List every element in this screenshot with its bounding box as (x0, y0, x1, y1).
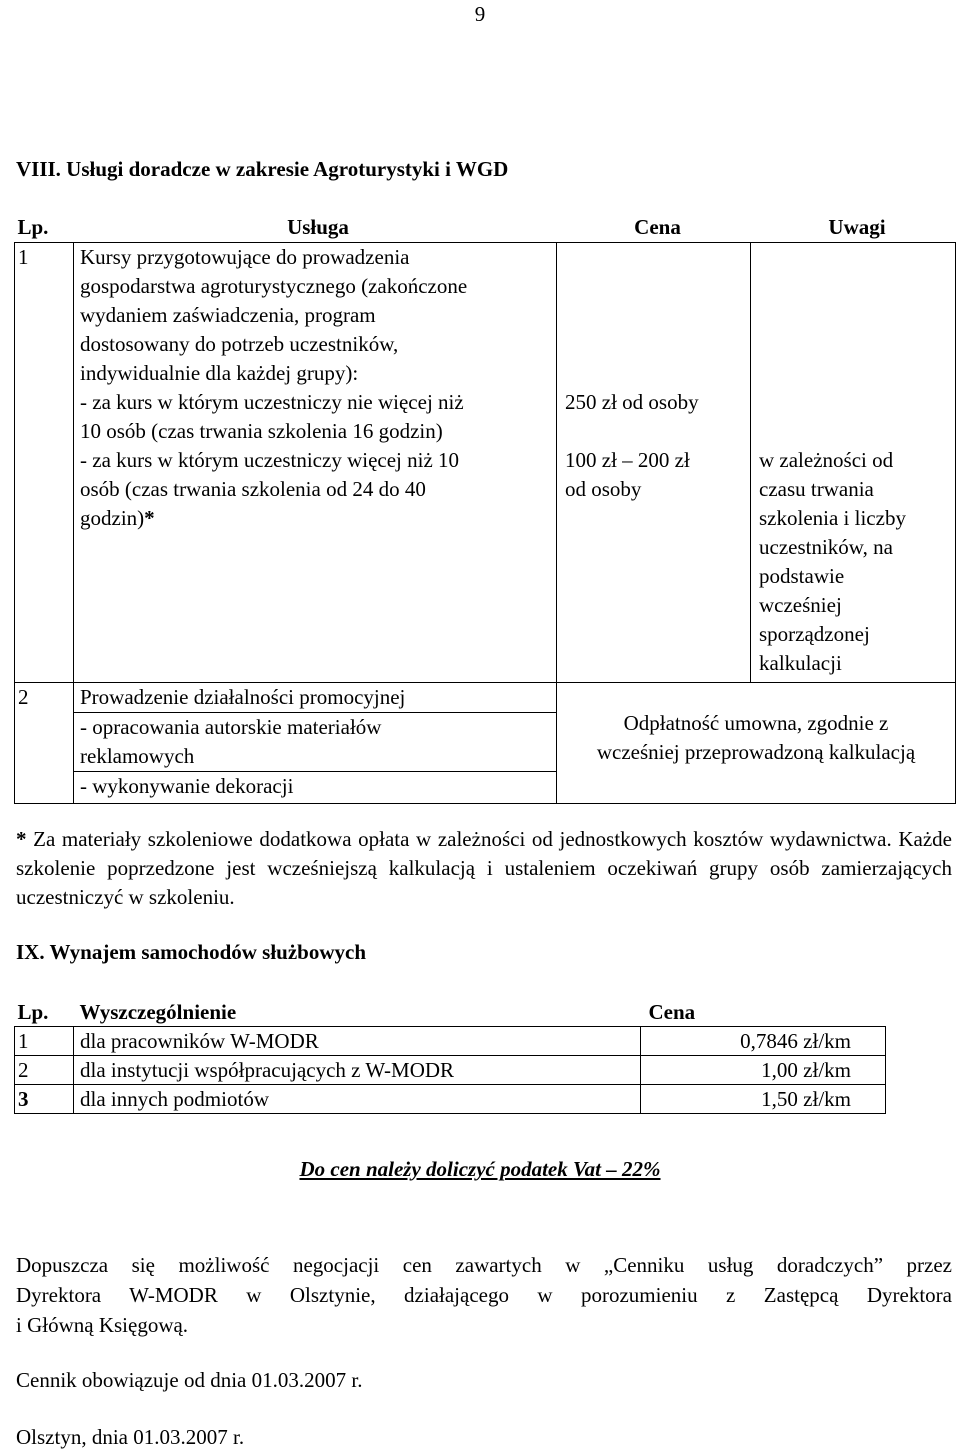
row-price: 1,00 zł/km (641, 1056, 886, 1085)
row-lp: 3 (15, 1085, 74, 1114)
row-1-notes (751, 243, 956, 683)
services-table-header (15, 213, 956, 243)
car-rental-table (14, 998, 886, 1114)
row-2-item-a-line: - opracowania autorskie materiałów (80, 715, 382, 739)
vat-note (0, 1155, 960, 1184)
row-1-sub-a-line: 10 osób (czas trwania szkolenia 16 godzin) (80, 419, 443, 443)
row-2-price-line: Odpłatność umowna, zgodnie z (623, 711, 889, 735)
footnote: * Za materiały szkoleniowe dodatkowa opłata w zależności od jednostkowych kosztów wydawnictwa. Każde szkolenie poprzedzone jest wcześniejszą kalkulacją i ustaleniem oczekiwań grupy osób zamierzających uczestniczyć w szkoleniu. (16, 827, 952, 909)
row-1-description (74, 243, 557, 683)
service-row-1 (15, 243, 956, 683)
row-1-intro-line: Kursy przygotowujące do prowadzenia (80, 245, 410, 269)
table-row (15, 1056, 886, 1085)
header-wyszczegolnienie: Wyszczególnienie (74, 998, 641, 1027)
services-table (14, 213, 956, 804)
header-cena: Cena (557, 213, 751, 243)
row-2-item-b: - wykonywanie dekoracji (74, 771, 556, 801)
row-2-title: Prowadzenie działalności promocyjnej (80, 685, 406, 709)
row-1-sub-b-line: godzin)* (80, 506, 155, 530)
notes-line: sporządzonej (759, 622, 870, 646)
row-2-price (557, 683, 956, 804)
negotiation-line: Dyrektora W-MODR w Olsztynie, działającego w porozumieniu z Zastępcą Dyrektora (16, 1283, 952, 1307)
row-name: dla pracowników W-MODR (74, 1027, 641, 1056)
row-1-lp: 1 (15, 243, 74, 683)
header-cena: Cena (641, 998, 886, 1027)
section-8-title: VIII. Usługi doradcze w zakresie Agroturystyki i WGD (16, 157, 509, 181)
notes-line: podstawie (759, 564, 845, 588)
notes-line: wcześniej (759, 593, 842, 617)
service-row-2 (15, 683, 956, 804)
row-lp: 2 (15, 1056, 74, 1085)
row-1-intro-line: wydaniem zaświadczenia, program (80, 303, 376, 327)
notes-line: czasu trwania (759, 477, 874, 501)
notes-line: szkolenia i liczby (759, 506, 906, 530)
header-uwagi: Uwagi (751, 213, 956, 243)
table-row (15, 1085, 886, 1114)
row-2-price-line: wcześniej przeprowadzoną kalkulacją (596, 740, 916, 764)
row-2-lp: 2 (15, 683, 74, 804)
negotiation-paragraph (16, 1250, 952, 1340)
row-1-sub-b-line: osób (czas trwania szkolenia od 24 do 40 (80, 477, 426, 501)
price-sub-b-line: od osoby (565, 477, 642, 501)
header-lp: Lp. (15, 213, 74, 243)
row-lp: 1 (15, 1027, 74, 1056)
table-row (15, 1027, 886, 1056)
row-2-description (74, 683, 557, 804)
notes-line: w zależności od (759, 448, 894, 472)
price-sub-b-line: 100 zł – 200 zł (565, 448, 690, 472)
row-2-item-a-line: reklamowych (80, 744, 195, 768)
row-price: 1,50 zł/km (641, 1085, 886, 1114)
row-name: dla innych podmiotów (74, 1085, 641, 1114)
negotiation-line: i Główną Księgową. (16, 1313, 189, 1337)
row-1-sub-a-line: - za kurs w którym uczestniczy nie więcej niż (80, 390, 464, 414)
row-1-intro-line: gospodarstwa agroturystycznego (zakończone (80, 274, 468, 298)
notes-line: kalkulacji (759, 651, 842, 675)
notes-line: uczestników, na (759, 535, 893, 559)
row-1-price (557, 243, 751, 683)
row-1-intro-line: indywidualnie dla każdej grupy): (80, 361, 359, 385)
row-2-item-a (74, 712, 556, 771)
place-date: Olsztyn, dnia 01.03.2007 r. (16, 1425, 245, 1449)
section-9-title: IX. Wynajem samochodów służbowych (16, 940, 367, 964)
header-lp: Lp. (15, 998, 74, 1027)
vat-note-text: Do cen należy doliczyć podatek Vat – 22% (299, 1157, 661, 1181)
row-name: dla instytucji współpracujących z W-MODR (74, 1056, 641, 1085)
row-1-sub-b-line: - za kurs w którym uczestniczy więcej niż 10 (80, 448, 460, 472)
price-sub-a: 250 zł od osoby (565, 390, 699, 414)
row-price: 0,7846 zł/km (641, 1027, 886, 1056)
header-usluga: Usługa (74, 213, 557, 243)
row-1-intro-line: dostosowany do potrzeb uczestników, (80, 332, 399, 356)
negotiation-line: Dopuszcza się możliwość negocjacji cen zawartych w „Cenniku usług doradczych” przez (16, 1253, 952, 1277)
validity-note: Cennik obowiązuje od dnia 01.03.2007 r. (16, 1368, 363, 1392)
car-rental-table-header (15, 998, 886, 1027)
page-number: 9 (474, 2, 486, 26)
